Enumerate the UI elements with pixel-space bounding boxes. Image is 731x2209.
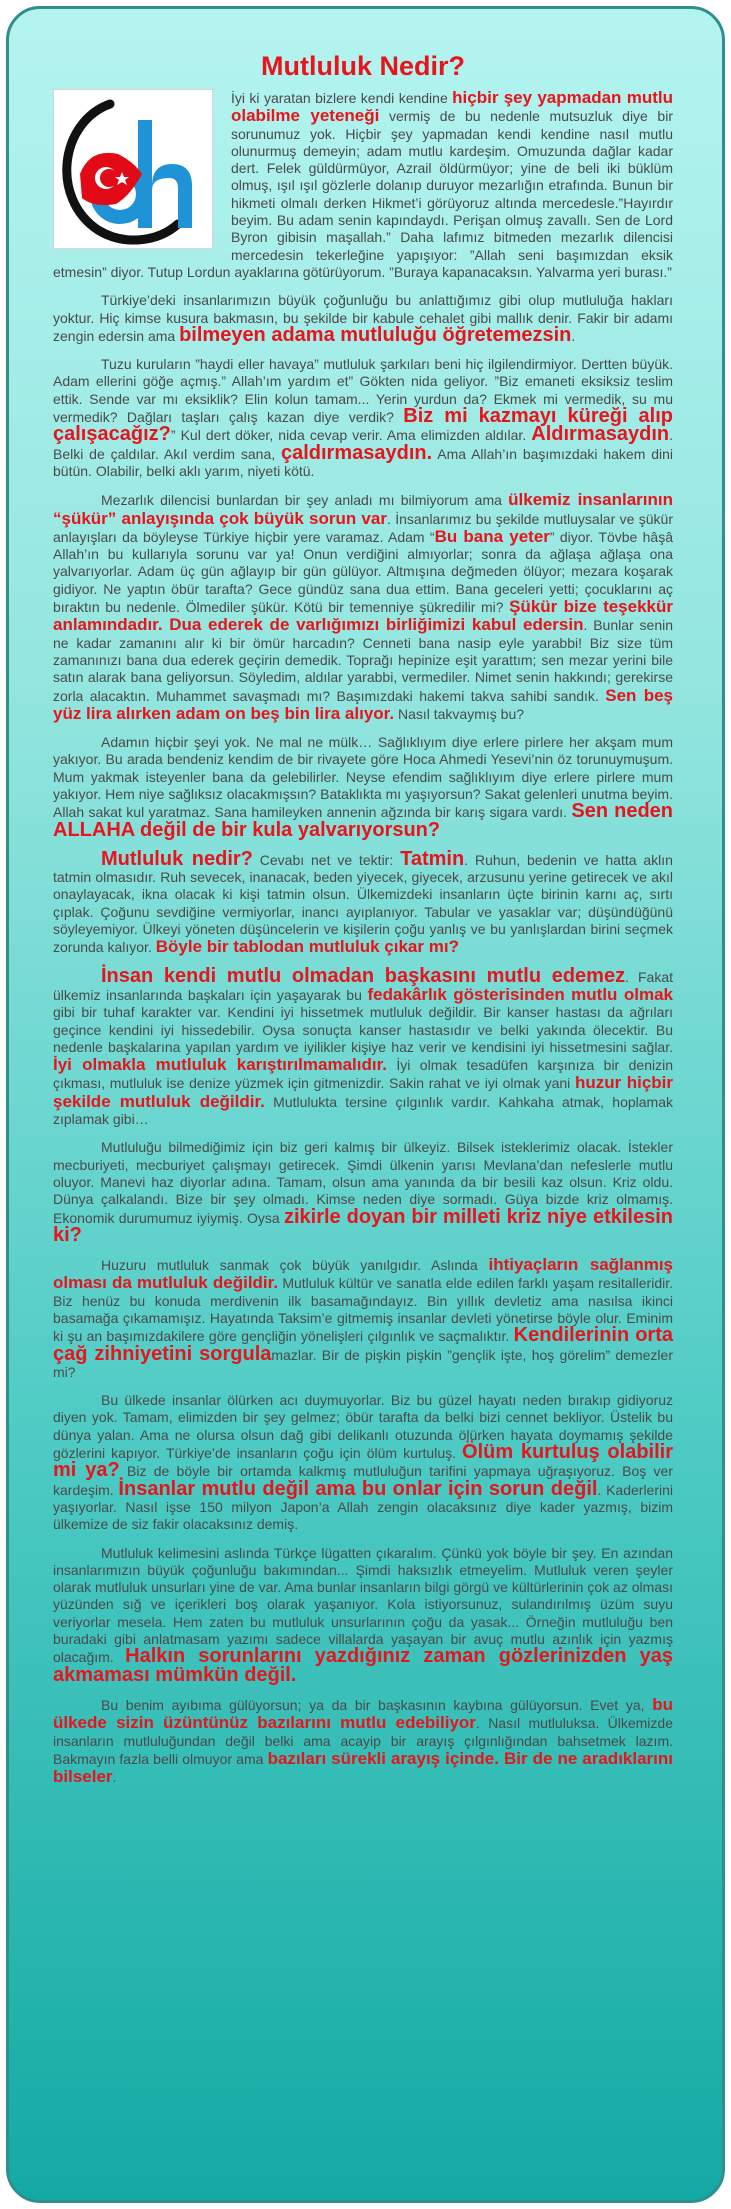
paragraph-text: vermiş de bu nedenle mutsuzluk diye bir sorunumuz yok. Hiçbir şey yapmadan kendi kendine nasıl mutlu olunurmuş demeyin; adam mutlu kardeşim. Omuzunda dağlar kadar dert. Felek güldürmüyor, Azrail öldürmüyor; yine de beli iki büklüm olmuş, ışıl ışıl gözlerle dolanıp duruyor mezarlığın etrafında. Bunun bir hikmeti olmalı derken Hikmet’i görüyoruz altında mercedesle.”Hayırdır beyim. Bu adam senin kapındaydı. Perişan olmuş zavallı. Sen de Lord Byron gibisin maşallah.” Daha lafımız bitmeden mezarlık dilencisi mercedesin tekerleğine yapışıyor: ”Allah seni başımızdan eksik etmesin” diyor. Tutup Lordun ayaklarına götürüyorum. ”Buraya kapanacaksın. Yalvarma yeri burası.” [53, 108, 673, 280]
paragraph-text: . [571, 327, 576, 344]
highlighted-phrase: İnsanlar mutlu değil ama bu onlar için sorun değil [118, 1477, 598, 1500]
dh-logo-icon [54, 90, 212, 248]
highlighted-phrase: ihtiyaçların sağlanmış olması da mutluluk değildir. [53, 1255, 673, 1293]
highlighted-phrase: hiçbir şey yapmadan mutlu olabilme yeteneği [231, 88, 673, 126]
paragraph-text: Tuzu kuruların ”haydi eller havaya” mutluluk şarkıları beni hiç ilgilendirmiyor. Dertten büyük. Adam ellerini göğe açmış.” Allah’ım yardım et” Gökten nida geliyor. ”Biz emaneti eksiksiz teslim ettik. Sende var mı eksiklik? Elin kolun tamam... Yerin yurdun da? Ekmek mi vermedik, su mu vermedik? Dağları taşları çalış kazan diye verdik? [53, 356, 673, 426]
paragraph-text: Mutluluk kelimesini aslında Türkçe lügatten çıkaralım. Çünkü yok böyle bir şey. En azından insanlarımızın büyük çoğunluğu bakımından... Şimdi haksızlık etmeyelim. Mutluluk veren şeyler olarak mutluluk unsurları yine de var. Ama bunlar insanların bilgi görgü ve kültürlerinin çok az olması yüzünden sığ ve içerikleri boş olarak yaşanıyor. Kola istiyorsunuz, sulandırılmış üzüm suyu veriyorlar mesela. Hem zaten bu mutluluk unsurlarının çoğu da yasak... Örneğin mutluluğu ben buradaki gibi anlatmasam yazımı sadece villalarda yaşayan bir avuç mutlu azınlık için yazmış olacağım. [53, 1544, 673, 1666]
paragraph-text: gibi bir tuhaf karakter var. Kendini iyi hissetmek mutluluk değildir. Bir kanser hastası da ağrıları geçince kendini iyi hissedebilir. Oysa sonuçta kanser hastasıdır ve belki yakında ölecektir. Bu nedenle başkalarına yapılan yardım ve iyilikler kişiye haz verir ve kendisini iyi hissetmesini sağlar. [53, 1004, 673, 1055]
paragraph-text: Mutluluğu bilmediğimiz için biz geri kalmış bir ülkeyiz. Bilsek isteklerimiz olacak. İstekler mecburiyeti, mecburiyet çalışmayı getirecek. Şimdi ülkenin yarısı Mevlana’dan nefeslerle mutlu oluyor. Manevi haz diyorlar adına. Tamam, olsun ama yanında da bir besili kaz olsun. Kriz oldu. Dünya çalkalandı. Bize bir şey olmadı. Kimse neden diye sormadı. Güya bizde kriz olmamış. Ekonomik durumumuz iyiymiş. Oysa [53, 1139, 673, 1226]
highlighted-phrase: huzur hiçbir şekilde mutluluk değildir. [53, 1073, 673, 1111]
highlighted-phrase: Sen beş yüz lira alırken adam on beş bin lira alıyor. [53, 685, 673, 723]
paragraph-text: İyi olmak tesadüfen karşınıza bir denizin çıkması, mutluluk ise denize yüzmek için gitmenizdir. Sakin rahat ve iyi olmak yani [53, 1057, 673, 1092]
paragraph-text: . Bunlar senin ne kadar zamanını alır ki bir ömür harcadın? Cenneti bana nasip eyle yarabbi! Biz size tüm zamanınızı bana dua ederek geçirin demedik. Toprağı hepinize eşit yarattım; sen mezar yerini bile satın alarak bana geliyorsun. Söyledim, aldılar yarabbi, vermediler. Nimet senin hakkındı; gerekirse zorla alacaktın. Muhammet savaşmadı mı? Başımızdaki hakemi takva sahibi sandık. [53, 617, 674, 704]
paragraph-text: Mutluluk kültür ve sanatla elde edilen farklı yaşam resitalleridir. Biz henüz bu konuda merdivenin ilk basamağındayız. Bin yıllık devletiz ama nasılsa ikinci basamağa çıkamamışız. Hayatında Taksim’e gitmemiş insanlar devleti yönetirse böyle olur. Eminim ki şu an başımızdakilere göre gençliğin yönelişleri çılgınlık ve saçmalıktır. [53, 1275, 674, 1345]
paragraph-text: Cevabı net ve tektir: [252, 851, 401, 868]
paragraph-text: Mezarlık dilencisi bunlardan bir şey anladı mı bilmiyorum ama [101, 492, 509, 509]
article-paragraph [53, 847, 673, 957]
paragraph-text: Mutlulukta tersine çılgınlık vardır. Kahkaha atmak, hoplamak zıplamak gibi… [53, 1093, 674, 1128]
highlighted-phrase: İyi olmakla mutluluk karıştırılmamalıdır. [53, 1055, 387, 1075]
paragraph-text: ” Kul dert döker, nida cevap verir. Ama elimizden aldılar. [170, 427, 532, 444]
paragraph-text: . Belki de çaldılar. Akıl verdim sana, [53, 427, 673, 462]
paragraph-text: Ama Allah’ın başımızdaki hakem dini bütün. Olabilir, belki aklı yarım, niyeti kötü. [53, 445, 673, 479]
paragraph-text: Bu ülkede insanlar ölürken acı duymuyorlar. Biz bu güzel hayatı neden bırakıp gidiyoruz diyen yok. Tamam, elimizden bir şey gelmez; öbür tarafta da belki bizi cennet bekliyor. Üstelik bu dünya yalan. Ama ne olursa olsun dağ gibi delikanlı otuzunda ölürken hayata doymamış şekilde gözlerini kapıyor. Türkiye’de insanların çoğu için ölüm kurtuluş. [53, 1392, 673, 1462]
dh-logo [53, 89, 213, 249]
paragraph-text: . İnsanlarımız bu şekilde mutluysalar ve şükür anlayışları da böyleyse Türkiye hiçbir yere varamaz. Adam “ [53, 510, 673, 545]
paragraph-text: İyi ki yaratan bizlere kendi kendine [231, 90, 453, 106]
paragraph-text: . Fakat ülkemiz insanlarında başkaları için yaşayarak bu [53, 968, 673, 1003]
article-content [53, 43, 673, 1797]
paragraph-text: ” diyor. Tövbe hâşâ Allah’ın bu kullarıyla sorunu var ya! Onun verdiğini almıyorlar; sonra da ağlaşa ağlaşa ona yalvarıyorlar. Adam üç gün ağlayıp bir gün gülüyor. Altmışına değmeden ölüyor; mezara koşarak gidiyor. Ne yaptın öbür tarafta? Gece gündüz sana dua ettim. Bana geceleri yetti; çocuklarını aç bıraktın bu nedenle. Ölmediler şükür. Kötü bir temenniye şükredilir mi? [53, 528, 673, 616]
article-paragraph [53, 356, 673, 480]
paragraph-text: . Nasıl mutluluksa. Ülkemizde insanların mutluluğundan değil belki ama acayip bir arayış çılgınlığından bahsetmek lazım. Bakmayın fazla belli olmuyor ama [53, 1715, 673, 1767]
highlighted-phrase: Mutluluk nedir? [101, 847, 253, 870]
highlighted-phrase: Kendilerinin orta çağ zihniyetini sorgula [53, 1324, 673, 1365]
article-paragraph [53, 491, 673, 723]
paragraph-text: Biz de böyle bir ortamda kalkmış mutluluğun tarifini yapmaya uğraşıyoruz. Boş ver kardeşim. [53, 1463, 673, 1498]
article-paragraph [53, 1545, 673, 1685]
highlighted-phrase: Bu bana yeter [434, 526, 550, 546]
highlighted-phrase: Ölüm kurtuluş olabilir mi ya? [53, 1441, 673, 1482]
paragraph-text: Bu benim ayıbıma gülüyorsun; ya da bir başkasının kaybına gülüyorsun. Evet ya, [101, 1696, 653, 1713]
highlighted-phrase: Aldırmasaydın [531, 423, 670, 446]
article-paragraph [53, 1256, 673, 1381]
article-paragraph [53, 734, 673, 840]
article-paragraph [53, 1696, 673, 1786]
article-panel [6, 6, 725, 2203]
paragraph-text: Türkiye’deki insanlarımızın büyük çoğunluğu bu anlattığımız gibi olup mutluluğa hakları yoktur. Hiç kimse kusura bakmasın, bu şekilde bir kabule cehalet gibi mallık denir. Fakir bir adamı zengin edersin ama [53, 292, 673, 344]
article-paragraph [53, 1392, 673, 1533]
article-paragraph [53, 292, 673, 345]
article-paragraph [53, 1139, 673, 1245]
article-paragraph [53, 964, 674, 1129]
highlighted-phrase: bu ülkede sizin üzüntünüz bazılarını mutlu edebiliyor [53, 1694, 673, 1733]
page-title: Mutluluk Nedir? [261, 51, 465, 81]
highlighted-phrase: ülkemiz insanlarının “şükür” anlayışında çok büyük sorun var [53, 490, 673, 528]
paragraph-text: . Kaderlerini yaşıyorlar. Nasıl işse 150 milyon Japon’a Allah zengin olacaksınız diye kader yazmış, bizim ülkemize de siz fakir olacaksınız demiş. [53, 1481, 674, 1533]
highlighted-phrase: bilmeyen adama mutluluğu öğretemezsin [179, 323, 572, 346]
paragraph-text: Nasıl takvaymış bu? [394, 705, 525, 722]
highlighted-phrase: Tatmin [400, 847, 465, 870]
paragraph-text: Adamın hiçbir şeyi yok. Ne mal ne mülk… Sağlıklıyım diye erlere pirlere her akşam mum yakıyor. Bu arada bendeniz kendim de bir rivayete göre Hoca Ahmedi Yesevi’nin öz torunuymuşum. Mum yakmak isteyenler bana da gelebilirler. Neyse efendim sağlıklıyım diye erlere pirlere mum yakıyor. Hem niye sağlıksız olacakmışsın? Bataklıkta mı yaşıyorsun? Sakat gelenleri unutma beyim. Allah sakat kul yaratmaz. Sana hamileyken annenin ağzında bir karış sigara vardı. [53, 734, 673, 821]
highlighted-phrase: Böyle bir tablodan mutluluk çıkar mı? [155, 937, 459, 957]
highlighted-phrase: fedakârlık gösterisinden mutlu olmak [367, 984, 674, 1004]
highlighted-phrase: İnsan kendi mutlu olmadan başkasını mutlu edemez [101, 964, 626, 987]
highlighted-phrase: Şükür bize teşekkür anlamındadır. Dua ederek de varlığımızı birliğimizi kabul edersin [53, 597, 674, 635]
paragraph-text: . Ruhun, bedenin ve hatta aklın tatmin olmasıdır. Ruh sevecek, inanacak, beden yiyecek, giyecek, arzusunu yerine getirecek ve akıl onaylayacak, ikna olacak ki kişi tatmin olsun. Ülkemizdeki insanların üçte birinin karnı aç, sırtı çıplak. Çoğunu sevdiğine vermiyorlar, inancı ayıplanıyor. Tabular ve yasaklar var; düşündüğünü söyleyemiyor. Ülkeyi yöneten düşüncelerin ve kişilerin çoğu yanlış ve bu yanlışlardan birini seçmek zorunda kalıyor. [53, 851, 673, 956]
paragraph-text: Huzuru mutluluk sanmak çok büyük yanılgıdır. Aslında [101, 1257, 489, 1274]
highlighted-phrase: zikirle doyan bir milleti kriz niye etkilesin ki? [53, 1205, 673, 1246]
highlighted-phrase: Biz mi kazmayı küreği alıp çalışacağız? [53, 405, 673, 446]
highlighted-phrase: çaldırmasaydın. [280, 441, 433, 464]
paragraph-text: . [112, 1769, 117, 1786]
article-body [53, 292, 673, 1786]
highlighted-phrase: Halkın sorunlarını yazdığınız zaman gözlerinizden yaş akmaması mümkün değil. [53, 1645, 673, 1686]
paragraph-text: mazlar. Bir de pişkin pişkin ”gençlik işte, hoş görelim” demezler mi? [53, 1346, 673, 1380]
highlighted-phrase: bazıları sürekli arayış içinde. Bir de ne aradıklarını bilseler [53, 1748, 673, 1787]
highlighted-phrase: Sen neden ALLAHA değil de bir kula yalvarıyorsun? [53, 800, 674, 841]
